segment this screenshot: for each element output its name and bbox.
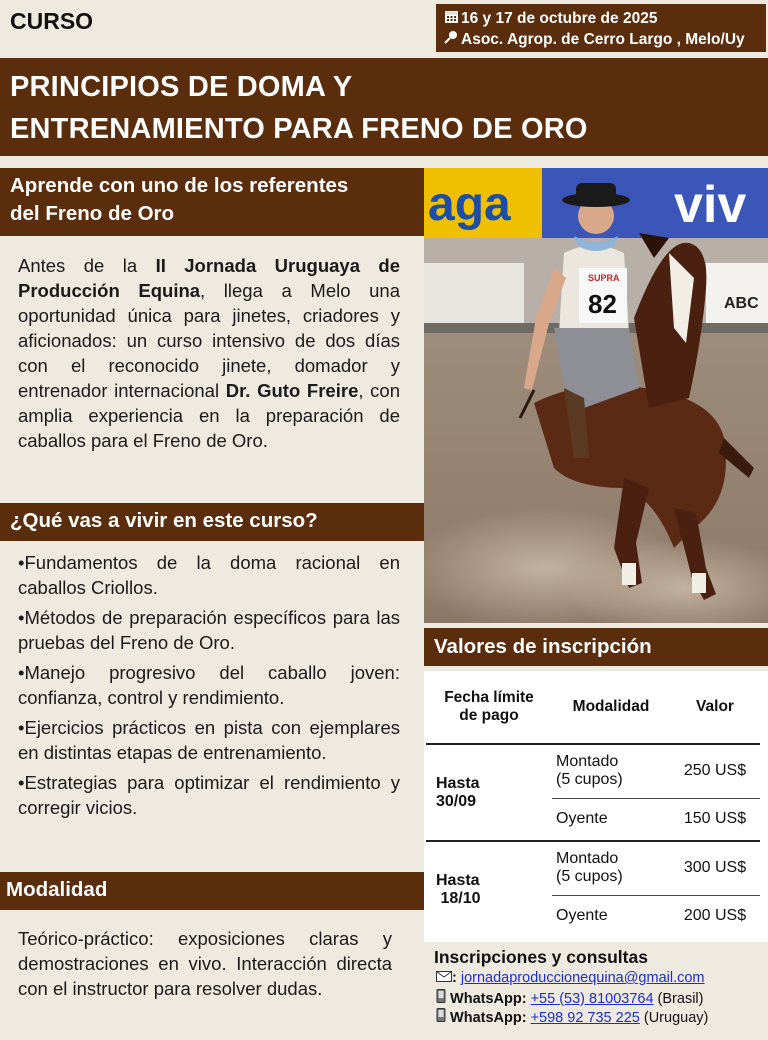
mode-cell [552, 841, 670, 895]
fees-heading: Valores de inscripción [424, 628, 768, 666]
deadline-text: Hasta [436, 774, 480, 792]
country-label: (Uruguay) [639, 1010, 709, 1026]
intro-text-3: , con amplia experiencia en la preparación de caballos para el Freno de Oro. [18, 380, 401, 451]
whatsapp-row-brasil [436, 989, 703, 1007]
email-row [436, 970, 705, 986]
modalidad-heading: Modalidad [0, 872, 424, 910]
value-cell: 300 US$ [670, 841, 760, 895]
deadline-text: 30/09 [436, 792, 477, 810]
list-item: •Manejo progresivo del caballo joven: confianza, control y rendimiento. [18, 662, 400, 708]
whatsapp-link-brasil[interactable]: +55 (53) 81003764 [530, 991, 654, 1007]
learn-heading: ¿Qué vas a vivir en este curso? [0, 503, 424, 541]
intro-heading-line-2: del Freno de Oro [10, 202, 175, 225]
header-text: Fecha límite [444, 689, 534, 706]
deadline-column-header [426, 671, 552, 744]
mode-cell [552, 744, 670, 798]
list-item: •Estrategias para optimizar el rendimiento y corregir vicios. [18, 772, 400, 818]
banner-text-right: viv [674, 176, 747, 234]
mode-cell: Oyente [552, 798, 670, 841]
email-label: : [452, 970, 461, 986]
bib-brand: SUPRA [588, 273, 620, 283]
instructor-name: Dr. Guto Freire [225, 380, 359, 401]
event-location: Asoc. Agrop. de Cerro Largo , Melo/Uy [461, 31, 745, 48]
intro-text-2: , llega a Melo una oportunidad única para jinetes, criadores y aficionados: un curso intensivo de dos días con el reconocido jinete, domador y entrenador internacional [18, 280, 400, 401]
sign-text: ABC [724, 295, 759, 312]
envelope-icon [436, 970, 452, 986]
whatsapp-link-uruguay[interactable]: +598 92 735 225 [530, 1010, 640, 1026]
calendar-icon [444, 8, 458, 29]
event-info-box [436, 4, 766, 52]
value-column-header: Valor [696, 698, 734, 715]
mode-text: (5 cupos) [556, 868, 623, 886]
list-item: •Métodos de preparación específicos para las pruebas del Freno de Oro. [18, 607, 400, 653]
value-cell: 150 US$ [670, 798, 760, 841]
header-text: de pago [459, 707, 519, 724]
table-row [426, 841, 760, 895]
modalidad-text: Teórico-práctico: exposiciones claras y demostraciones en vivo. Interacción directa con el instructor para resolver dudas. [18, 928, 392, 999]
deadline-cell [426, 744, 552, 841]
contact-heading: Inscripciones y consultas [434, 947, 648, 967]
mode-text: Montado [556, 753, 619, 771]
deadline-text: Hasta [436, 871, 480, 889]
phone-icon [436, 1010, 446, 1026]
intro-heading [0, 168, 424, 236]
learn-list [18, 550, 400, 825]
list-item: •Ejercicios prácticos en pista con ejemplares en distintas etapas de entrenamiento. [18, 717, 400, 763]
event-date: 16 y 17 de octubre de 2025 [461, 10, 658, 27]
phone-icon [436, 991, 446, 1007]
intro-text-1: Antes de la [18, 255, 156, 276]
email-link[interactable]: jornadaproduccionequina@gmail.com [460, 970, 705, 986]
whatsapp-label: WhatsApp: [450, 991, 527, 1007]
bib-number: 82 [588, 289, 617, 319]
banner-text-left: aga [428, 178, 511, 231]
intro-heading-line-1: Aprende con uno de los referentes [10, 174, 349, 197]
course-title [0, 58, 768, 156]
whatsapp-row-uruguay [436, 1008, 708, 1026]
table-header-row [426, 671, 760, 744]
rider-photo [424, 168, 768, 623]
table-row [426, 744, 760, 798]
value-cell: 250 US$ [670, 744, 760, 798]
course-title-line-2: ENTRENAMIENTO PARA FRENO DE ORO [10, 113, 588, 145]
fees-table [424, 671, 768, 942]
map-pin-icon [444, 29, 458, 50]
event-name: II Jornada Uruguaya de Producción Equina [18, 255, 400, 301]
course-tag: CURSO [10, 8, 94, 34]
intro-paragraph [18, 253, 400, 453]
deadline-cell [426, 841, 552, 937]
mode-column-header: Modalidad [572, 698, 650, 715]
mode-text: (5 cupos) [556, 771, 623, 789]
country-label: (Brasil) [653, 991, 704, 1007]
whatsapp-label: WhatsApp: [450, 1010, 527, 1026]
mode-cell: Oyente [552, 895, 670, 937]
mode-text: Montado [556, 850, 619, 868]
course-title-line-1: PRINCIPIOS DE DOMA Y [10, 71, 353, 103]
list-item: •Fundamentos de la doma racional en caballos Criollos. [18, 552, 400, 598]
value-cell: 200 US$ [670, 895, 760, 937]
deadline-text: 18/10 [436, 889, 481, 907]
